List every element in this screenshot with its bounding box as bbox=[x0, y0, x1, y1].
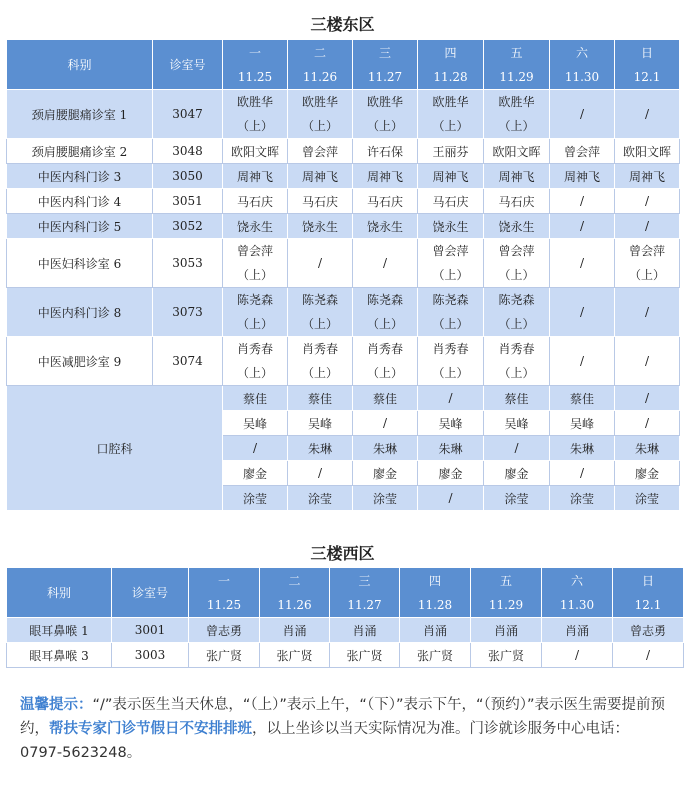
schedule-cell: / bbox=[550, 337, 615, 386]
schedule-cell: 肖秀春 （上） bbox=[484, 337, 550, 386]
day-header: 四 11.28 bbox=[400, 568, 471, 618]
schedule-cell: 肖秀春 （上） bbox=[223, 337, 288, 386]
tip-text-1: “/”表示医生当天休息，“（上）”表示上午，“（下）”表示下午，“（预约）”表示医生需要提前预约， bbox=[20, 697, 665, 737]
schedule-cell: 欧胜华 （上） bbox=[353, 90, 418, 139]
schedule-cell: 肖秀春 （上） bbox=[353, 337, 418, 386]
schedule-cell: 蔡佳 bbox=[288, 386, 353, 411]
schedule-cell: 欧胜华 （上） bbox=[288, 90, 353, 139]
schedule-cell: 周神飞 bbox=[615, 164, 680, 189]
schedule-cell: / bbox=[615, 411, 680, 436]
table-row bbox=[7, 288, 680, 337]
schedule-cell: / bbox=[615, 386, 680, 411]
schedule-cell: 欧胜华 （上） bbox=[223, 90, 288, 139]
schedule-cell: 饶永生 bbox=[223, 214, 288, 239]
schedule-cell: 涂莹 bbox=[615, 486, 680, 511]
day-header: 六 11.30 bbox=[550, 40, 615, 90]
schedule-cell: 周神飞 bbox=[288, 164, 353, 189]
east-zone-title: 三楼东区 bbox=[310, 15, 375, 34]
schedule-cell: 周神飞 bbox=[550, 164, 615, 189]
schedule-cell: 廖金 bbox=[484, 461, 550, 486]
schedule-cell: / bbox=[550, 189, 615, 214]
table-row bbox=[7, 139, 680, 164]
schedule-cell: / bbox=[613, 643, 684, 668]
schedule-cell: 张广贤 bbox=[260, 643, 330, 668]
schedule-cell: / bbox=[418, 386, 484, 411]
table-row bbox=[7, 164, 680, 189]
schedule-cell: 蔡佳 bbox=[223, 386, 288, 411]
schedule-cell: 张广贤 bbox=[400, 643, 471, 668]
schedule-cell: 朱琳 bbox=[550, 436, 615, 461]
table-row bbox=[7, 214, 680, 239]
schedule-cell: 周神飞 bbox=[484, 164, 550, 189]
schedule-cell: 蔡佳 bbox=[550, 386, 615, 411]
schedule-cell: 廖金 bbox=[615, 461, 680, 486]
schedule-cell: 王丽芬 bbox=[418, 139, 484, 164]
schedule-cell: 马石庆 bbox=[353, 189, 418, 214]
schedule-cell: 陈尧森 （上） bbox=[353, 288, 418, 337]
day-header: 四 11.28 bbox=[418, 40, 484, 90]
schedule-cell: 蔡佳 bbox=[484, 386, 550, 411]
schedule-cell: / bbox=[484, 436, 550, 461]
schedule-cell: / bbox=[550, 288, 615, 337]
schedule-cell: 涂莹 bbox=[550, 486, 615, 511]
dept-cell: 口腔科 bbox=[7, 386, 223, 511]
schedule-cell: 吴峰 bbox=[223, 411, 288, 436]
schedule-cell: 陈尧森 （上） bbox=[484, 288, 550, 337]
dept-cell: 颈肩腰腿痛诊室 2 bbox=[7, 139, 153, 164]
schedule-cell: 马石庆 bbox=[288, 189, 353, 214]
west-schedule-table bbox=[6, 567, 684, 668]
dept-cell: 中医减肥诊室 9 bbox=[7, 337, 153, 386]
dept-header: 科别 bbox=[7, 40, 153, 90]
dept-cell: 眼耳鼻喉 3 bbox=[7, 643, 112, 668]
schedule-cell: / bbox=[550, 461, 615, 486]
schedule-cell: / bbox=[288, 461, 353, 486]
schedule-cell: / bbox=[288, 239, 353, 288]
dept-cell: 中医内科门诊 4 bbox=[7, 189, 153, 214]
tip-label: 温馨提示： bbox=[20, 697, 93, 713]
day-header: 三 11.27 bbox=[330, 568, 400, 618]
schedule-cell: 欧阳文晖 bbox=[484, 139, 550, 164]
schedule-cell: 陈尧森 （上） bbox=[288, 288, 353, 337]
schedule-cell: 肖涌 bbox=[471, 618, 542, 643]
schedule-cell: 吴峰 bbox=[484, 411, 550, 436]
schedule-cell: 张广贤 bbox=[330, 643, 400, 668]
schedule-cell: / bbox=[550, 90, 615, 139]
room-header: 诊室号 bbox=[153, 40, 223, 90]
table-row bbox=[7, 386, 680, 411]
schedule-cell: 肖涌 bbox=[260, 618, 330, 643]
schedule-cell: 周神飞 bbox=[353, 164, 418, 189]
schedule-cell: 曾志勇 bbox=[189, 618, 260, 643]
schedule-cell: 朱琳 bbox=[288, 436, 353, 461]
schedule-cell: 肖涌 bbox=[542, 618, 613, 643]
schedule-cell: 吴峰 bbox=[288, 411, 353, 436]
schedule-cell: 饶永生 bbox=[353, 214, 418, 239]
schedule-cell: 朱琳 bbox=[353, 436, 418, 461]
room-cell: 3051 bbox=[153, 189, 223, 214]
room-cell: 3053 bbox=[153, 239, 223, 288]
schedule-cell: 许石保 bbox=[353, 139, 418, 164]
room-cell: 3047 bbox=[153, 90, 223, 139]
schedule-cell: 曾志勇 bbox=[613, 618, 684, 643]
table-row bbox=[7, 90, 680, 139]
day-header: 日 12.1 bbox=[615, 40, 680, 90]
schedule-cell: 马石庆 bbox=[484, 189, 550, 214]
day-header: 六 11.30 bbox=[542, 568, 613, 618]
day-header: 五 11.29 bbox=[471, 568, 542, 618]
schedule-cell: 廖金 bbox=[418, 461, 484, 486]
schedule-cell: 肖秀春 （上） bbox=[288, 337, 353, 386]
dept-cell: 中医内科门诊 8 bbox=[7, 288, 153, 337]
schedule-cell: 吴峰 bbox=[418, 411, 484, 436]
dept-header: 科别 bbox=[7, 568, 112, 618]
table-row bbox=[7, 618, 684, 643]
dept-cell: 颈肩腰腿痛诊室 1 bbox=[7, 90, 153, 139]
schedule-cell: 肖涌 bbox=[330, 618, 400, 643]
schedule-cell: 陈尧森 （上） bbox=[223, 288, 288, 337]
schedule-cell: / bbox=[353, 411, 418, 436]
schedule-cell: 饶永生 bbox=[418, 214, 484, 239]
east-schedule-table bbox=[6, 39, 680, 511]
schedule-cell: 欧胜华 （上） bbox=[484, 90, 550, 139]
day-header: 二 11.26 bbox=[260, 568, 330, 618]
room-cell: 3073 bbox=[153, 288, 223, 337]
schedule-cell: 曾会萍 （上） bbox=[615, 239, 680, 288]
schedule-cell: 曾会萍 （上） bbox=[223, 239, 288, 288]
schedule-cell: 马石庆 bbox=[418, 189, 484, 214]
schedule-cell: / bbox=[550, 239, 615, 288]
schedule-cell: 涂莹 bbox=[353, 486, 418, 511]
table-row bbox=[7, 239, 680, 288]
day-header: 五 11.29 bbox=[484, 40, 550, 90]
schedule-cell: 朱琳 bbox=[615, 436, 680, 461]
table-row bbox=[7, 189, 680, 214]
dept-cell: 眼耳鼻喉 1 bbox=[7, 618, 112, 643]
schedule-cell: 欧胜华 （上） bbox=[418, 90, 484, 139]
schedule-cell: 廖金 bbox=[353, 461, 418, 486]
dept-cell: 中医内科门诊 3 bbox=[7, 164, 153, 189]
day-header: 日 12.1 bbox=[613, 568, 684, 618]
schedule-cell: 肖涌 bbox=[400, 618, 471, 643]
day-header: 一 11.25 bbox=[189, 568, 260, 618]
schedule-cell: 蔡佳 bbox=[353, 386, 418, 411]
schedule-cell: / bbox=[615, 90, 680, 139]
day-header: 三 11.27 bbox=[353, 40, 418, 90]
schedule-cell: 朱琳 bbox=[418, 436, 484, 461]
tip-highlight: 帮扶专家门诊节假日不安排排班 bbox=[49, 721, 252, 737]
schedule-cell: / bbox=[615, 189, 680, 214]
schedule-cell: 周神飞 bbox=[418, 164, 484, 189]
dept-cell: 中医妇科诊室 6 bbox=[7, 239, 153, 288]
schedule-cell: 曾会萍 bbox=[288, 139, 353, 164]
schedule-cell: 廖金 bbox=[223, 461, 288, 486]
schedule-cell: / bbox=[615, 214, 680, 239]
room-cell: 3050 bbox=[153, 164, 223, 189]
tip-text-2: ，以上坐诊以当天实际情况为准。门诊就诊服务中心电话：0797-5623248。 bbox=[20, 721, 629, 761]
schedule-cell: / bbox=[418, 486, 484, 511]
schedule-cell: 欧阳文晖 bbox=[615, 139, 680, 164]
schedule-cell: 曾会萍 （上） bbox=[418, 239, 484, 288]
room-cell: 3048 bbox=[153, 139, 223, 164]
schedule-cell: 马石庆 bbox=[223, 189, 288, 214]
schedule-cell: / bbox=[615, 288, 680, 337]
schedule-cell: 欧阳文晖 bbox=[223, 139, 288, 164]
room-cell: 3052 bbox=[153, 214, 223, 239]
west-zone-title: 三楼西区 bbox=[310, 544, 375, 563]
schedule-cell: 曾会萍 （上） bbox=[484, 239, 550, 288]
schedule-cell: 张广贤 bbox=[189, 643, 260, 668]
schedule-cell: 涂莹 bbox=[288, 486, 353, 511]
schedule-cell: / bbox=[353, 239, 418, 288]
schedule-cell: 张广贤 bbox=[471, 643, 542, 668]
schedule-cell: 涂莹 bbox=[223, 486, 288, 511]
schedule-cell: / bbox=[615, 337, 680, 386]
schedule-cell: / bbox=[550, 214, 615, 239]
day-header: 一 11.25 bbox=[223, 40, 288, 90]
room-cell: 3074 bbox=[153, 337, 223, 386]
schedule-cell: 陈尧森 （上） bbox=[418, 288, 484, 337]
table-row bbox=[7, 643, 684, 668]
schedule-cell: 周神飞 bbox=[223, 164, 288, 189]
schedule-cell: 曾会萍 bbox=[550, 139, 615, 164]
dept-cell: 中医内科门诊 5 bbox=[7, 214, 153, 239]
schedule-cell: / bbox=[223, 436, 288, 461]
warm-tip bbox=[20, 693, 670, 765]
schedule-cell: 吴峰 bbox=[550, 411, 615, 436]
schedule-cell: 涂莹 bbox=[484, 486, 550, 511]
room-cell: 3001 bbox=[112, 618, 189, 643]
schedule-cell: 饶永生 bbox=[288, 214, 353, 239]
schedule-cell: / bbox=[542, 643, 613, 668]
schedule-cell: 肖秀春 （上） bbox=[418, 337, 484, 386]
room-header: 诊室号 bbox=[112, 568, 189, 618]
day-header: 二 11.26 bbox=[288, 40, 353, 90]
table-row bbox=[7, 337, 680, 386]
schedule-cell: 饶永生 bbox=[484, 214, 550, 239]
room-cell: 3003 bbox=[112, 643, 189, 668]
